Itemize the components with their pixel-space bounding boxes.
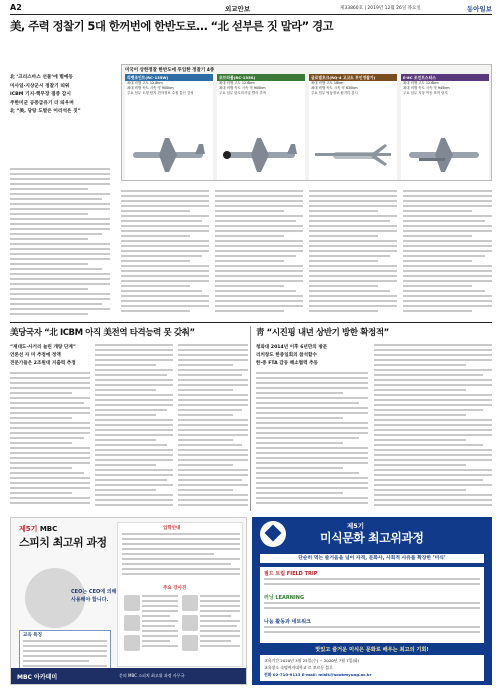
aircraft-icon <box>405 134 485 176</box>
issue-date: 제33860호 | 2019년 12월 26일 목요일 <box>340 6 421 11</box>
mbc-speech-ad[interactable] <box>10 517 247 685</box>
lecturer-photo <box>182 595 198 611</box>
program-row: 필드 트립 FIELD TRIP <box>264 570 480 592</box>
aircraft-icon <box>129 134 209 176</box>
food-culture-ad[interactable] <box>252 517 492 685</box>
article-subhead: 청와대 2014년 이후 6년만의 방문 리커창도 한중일회의 참석할수 한·중 FTA 감동 해소협력 추동 <box>256 345 328 366</box>
ad-message: 맛있고 즐거운 미식은 문화로 배우는 최고의 기회! <box>315 647 429 653</box>
program-row: 나눔 활동과 네트워크 <box>264 618 480 640</box>
section-title: 외교안보 <box>225 5 251 13</box>
article-body <box>309 190 397 316</box>
page-number: A2 <box>10 3 22 12</box>
masthead <box>10 3 492 15</box>
main-headline: 美, 주력 정찰기 5대 한꺼번에 한반도로… “北 섣부른 짓 말라” 경고 <box>10 19 334 33</box>
spy-plane-graphic <box>121 64 492 181</box>
ad-title: 스피치 최고위 과정 <box>19 536 107 549</box>
main-subhead: 北 ‘크리스마스 선물’에 별예동 미사일·지상군시 정찰기 띄워 ICBM 기지·핵무장 점증 감시 주한미군 공중급유기 더 띄우며 北 “美, 당랑 도발은 어리석은 짓” <box>10 75 81 114</box>
section-divider <box>10 322 492 323</box>
article-body <box>374 344 492 510</box>
graphic-column: 코브라볼(RC-135S) 최대 비행 고도 12.8km 최대 비행 속도 시속 약 900km 주요 임무 탄도미사일 발사 추적 <box>217 74 305 180</box>
drone-icon <box>313 134 393 176</box>
article-body <box>95 344 173 510</box>
ad-logo: 제5기 MBC <box>19 525 58 533</box>
program-panel <box>260 567 484 643</box>
article-body <box>215 190 303 316</box>
newspaper-logo: 동아일보 <box>466 5 492 13</box>
article-subhead: “재대도·사거리 늘린 개량 단계” 언론선 자 미 추정에 정액 전문가들은 2조원대 지출력 추정 <box>10 345 76 366</box>
lecturer-photo <box>182 615 198 631</box>
article-body <box>10 168 110 316</box>
graphic-column: 글로벌호크(RQ-4 고고도 무인정찰기) 최대 비행 고도 18km 최대 비행 속도 시속 약 630km 주요 임무 영상정보 원거리 감시 <box>309 74 397 180</box>
article-body <box>403 190 492 316</box>
admission-info: 입학안내 주요 강사진 <box>117 522 243 667</box>
article-body <box>10 372 90 510</box>
article-body <box>121 190 209 316</box>
article-body <box>178 344 248 510</box>
ad-slogan: 단순히 먹는 즐거움을 넘어 자격, 문화사, 사회적 사유를 확장한 ‘미식’ <box>260 554 484 563</box>
lecturer-photo <box>124 635 140 651</box>
ad-title: 미식문화 최고위과정 <box>320 531 424 545</box>
graphic-title: 미국이 상한정찰 한반도에 투입한 정찰기 4종 <box>125 68 215 73</box>
article-body <box>256 372 368 510</box>
article-headline: 靑 “시진핑 내년 상반기 방한 확정적” <box>256 328 389 338</box>
lecturer-photo <box>124 615 140 631</box>
course-features: 교육 특징 <box>19 630 111 670</box>
ad-edition: 제5기 <box>347 522 365 530</box>
lecturer-photo <box>182 635 198 651</box>
aircraft-icon <box>221 134 301 176</box>
article-headline: 美당국자 “北 ICBM 아직 美전역 타격능력 못 갖춰” <box>10 328 195 338</box>
ad-tagline: CEO는 CEO에 의해 사용해야 합니다. <box>71 589 117 603</box>
graphic-column: E-8C 조인트스타스 최대 비행 고도 12.8km 최대 비행 속도 시속 약 945km 주요 임무 지상 이동 표적 탐지 <box>401 74 489 180</box>
contact-info: 교육기간 2020년 3월 25일(수) ~ 2020년 7월 7일(화) 교육장소 숙명여자대학교 르 꼬르동 블루 전화 02-710-9113 E-mail: misik@sookmyung.ac.kr <box>260 655 484 681</box>
graphic-column: 리벳조인트(RC-135W) 최대 비행 고도 12.8km 최대 비행 속도 시속 약 900km 주요 임무 도청 탐지 전자정보 수집 통신 감청 <box>125 74 213 180</box>
lecturer-photo <box>124 595 140 611</box>
program-row: 러닝 LEARNING <box>264 594 480 616</box>
ad-footer: MBC 아카데미 문의 MBC 스피치 최고위 과정 사무국 <box>11 668 246 684</box>
column-divider <box>250 326 251 511</box>
university-seal-icon <box>260 521 286 547</box>
